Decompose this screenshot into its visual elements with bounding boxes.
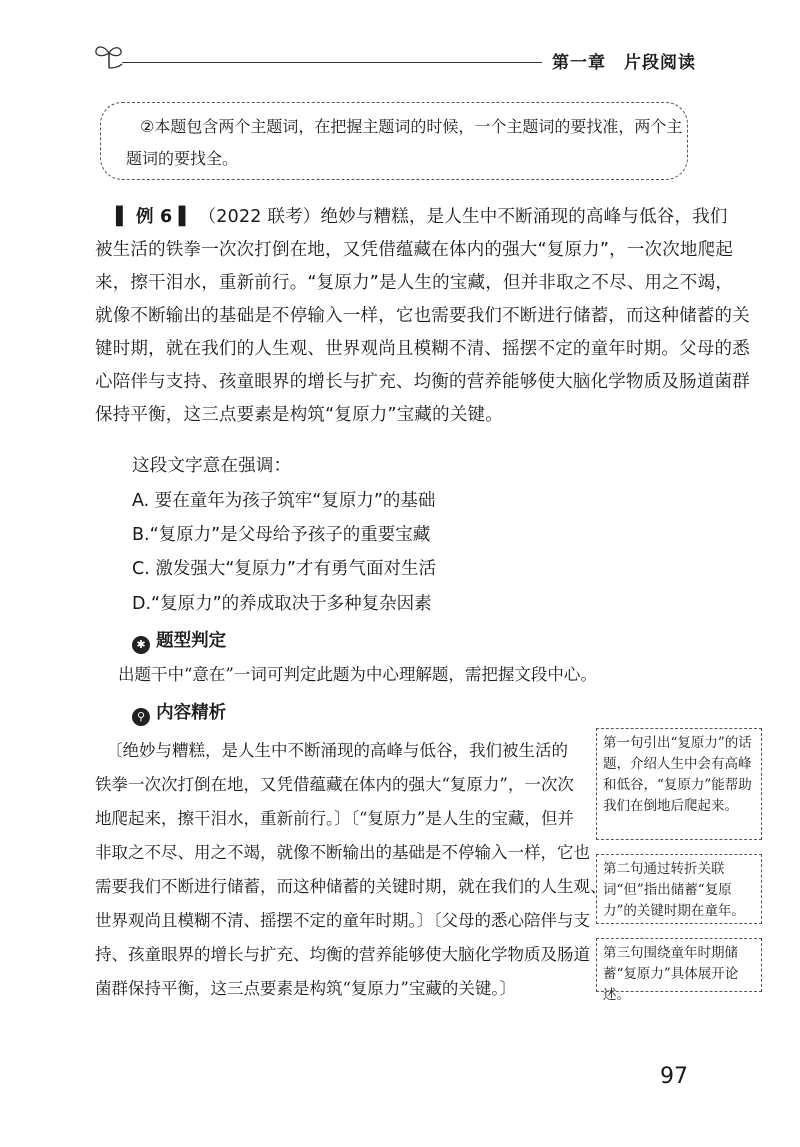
example-line-5: 键时期，就在我们的人生观、世界观尚且模糊不清、摇摆不定的童年时期。父母的悉: [95, 339, 750, 359]
example-line-4: 就像不断输出的基础是不停输入一样，它也需要我们不断进行储蓄，而这种储蓄的关: [95, 306, 750, 326]
example-line-6: 心陪伴与支持、孩童眼界的增长与扩充、均衡的营养能够使大脑化学物质及肠道菌群: [95, 372, 750, 392]
side-note-1: 第一句引出“复原力”的话题，介绍人生中会有高峰和低谷，“复原力”能帮助我们在倒地后爬起来。: [596, 728, 762, 840]
analysis-line-8: 菌群保持平衡，这三点要素是构筑“复原力”宝藏的关键。〕: [95, 979, 517, 998]
option-b: B.“复原力”是父母给予孩子的重要宝藏: [132, 525, 431, 545]
question-text: 这段文字意在强调：: [132, 456, 292, 476]
side-note-3: 第三句围绕童年时期储蓄“复原力”具体展开论述。: [596, 938, 762, 992]
page-number: 97: [660, 1064, 688, 1089]
header-rule: [122, 62, 542, 63]
option-a: A. 要在童年为孩子筑牢“复原力”的基础: [132, 491, 436, 511]
option-c: C. 激发强大“复原力”才有勇气面对生活: [132, 559, 436, 579]
chapter-heading: 第一章 片段阅读: [552, 53, 696, 73]
note-line-1: ②本题包含两个主题词，在把握主题词的时候，一个主题词的要找准，两个主: [140, 117, 683, 136]
analysis-line-6: 世界观尚且模糊不清、摇摆不定的童年时期。〕〔父母的悉心陪伴与支: [95, 911, 590, 930]
analysis-line-4: 非取之不尽、用之不竭，就像不断输出的基础是不停输入一样，它也: [95, 843, 590, 862]
option-d: D.“复原力”的养成取决于多种复杂因素: [132, 594, 432, 614]
example-line-2: 被生活的铁拳一次次打倒在地，又凭借蕴藏在体内的强大“复原力”，一次次地爬起: [95, 240, 734, 260]
analysis-section-heading: ⚲ 内容精析: [132, 699, 226, 726]
sprout-icon: [92, 40, 126, 70]
type-section-text: 出题干中“意在”一词可判定此题为中心理解题，需把握文段中心。: [118, 665, 597, 684]
example-line-1: ▌ 例 6 ▌ （2022 联考）绝妙与糟糕，是人生中不断涌现的高峰与低谷，我们: [116, 207, 728, 227]
analysis-line-7: 持、孩童眼界的增长与扩充、均衡的营养能够使大脑化学物质及肠道: [95, 945, 590, 964]
side-note-2: 第二句通过转折关联词“但”指出储蓄“复原力”的关键时期在童年。: [596, 854, 762, 924]
analysis-line-3: 地爬起来，擦干泪水，重新前行。〕〔“复原力”是人生的宝藏，但并: [95, 809, 574, 828]
example-line-3: 来，擦干泪水，重新前行。“复原力”是人生的宝藏，但并非取之不尽、用之不竭，: [95, 273, 734, 293]
note-line-2: 题词的要找全。: [126, 149, 239, 168]
example-line-7: 保持平衡，这三点要素是构筑“复原力”宝藏的关键。: [95, 405, 503, 425]
analysis-line-5: 需要我们不断进行储蓄，而这种储蓄的关键时期，就在我们的人生观、: [95, 877, 607, 896]
type-section-heading: ✱ 题型判定: [132, 627, 226, 654]
analysis-line-2: 铁拳一次次打倒在地，又凭借蕴藏在体内的强大“复原力”，一次次: [95, 775, 574, 794]
gear-icon: ✱: [132, 636, 150, 654]
magnifier-icon: ⚲: [132, 708, 150, 726]
example-label: ▌ 例 6 ▌: [116, 207, 199, 227]
analysis-line-1: 〔绝妙与糟糕，是人生中不断涌现的高峰与低谷，我们被生活的: [106, 741, 568, 760]
